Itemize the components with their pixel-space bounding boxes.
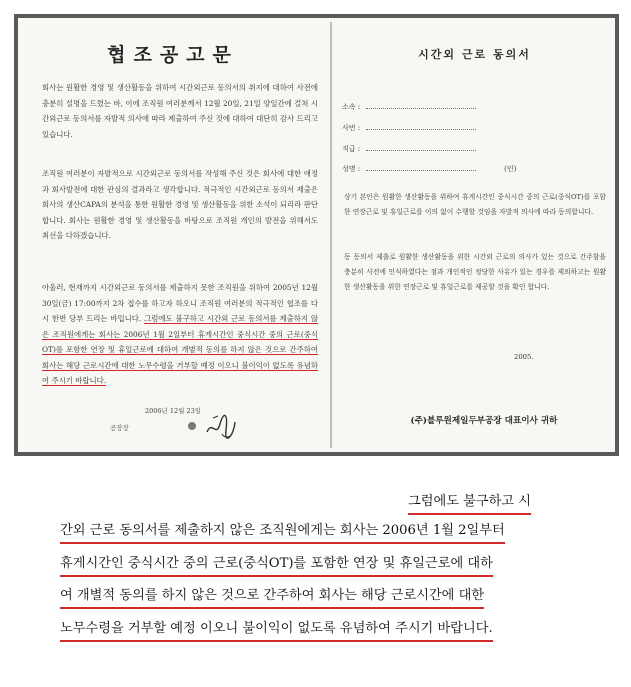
seal-dot-icon (188, 422, 196, 430)
page-divider (330, 22, 332, 448)
consent-title: 시간외 근로 동의서 (418, 48, 531, 61)
seal-mark: (인) (504, 165, 517, 173)
notice-page (18, 18, 328, 452)
field-name (342, 164, 516, 174)
zoom-line-3: 휴게시간인 중식시간 중의 근로(중식OT)를 포함한 연장 및 휴일근로에 대하 (60, 552, 493, 577)
notice-paragraph-3b-underlined: 그럼에도 불구하고 시간외 근로 동의서를 제출하지 않은 조직원에게는 회사는 2006년 1월 2일부터 휴게시간인 중식시간 중의 근로(중식OT)를 포함한 연장 및 휴일근로에 대하여 개별적 동의를 하지 않은 것으로 간주하여 회사는 해당 근로시간에 대한 노무수령을 거부할 예정 이오니 불이익이 없도록 유념하여 주시기 바랍니다. (42, 314, 318, 385)
field-label: 성명 : (342, 165, 361, 173)
consent-date: 2005. (514, 353, 534, 361)
consent-paragraph-1: 상기 본인은 원활한 생산활동을 위하여 휴게시간인 중식시간 중의 근로(중식OT)를 포함한 연장근로 및 휴일근로를 이의 없이 수행할 것임을 자발적 의사에 따라 동의합니다. (344, 193, 606, 216)
field-line (366, 170, 476, 171)
field-label: 직급 : (342, 145, 361, 153)
consent-paragraph-2: 동 동의서 제출로 원활한 생산활동을 위한 시간외 근로의 의사가 있는 것으로 간주함을 충분히 사전에 인식하였다는 점과 개인적인 정당한 사유가 있는 경우를 제외하고는 원활한 생산활동을 위한 연장근로 및 휴일근로를 제공할 것을 확인 합니다. (344, 253, 606, 291)
notice-paragraph-3a: 아울러, 현재까지 시간외근로 동의서를 제출하지 못한 조직원을 위하여 2005년 12월 30일(금) 17:00까지 2차 접수를 하고자 하오니 조직원 여러분의 적극적인 협조를 다시 한번 당부 드리는 바입니다. (42, 283, 318, 323)
notice-title: 협조공고문 (107, 44, 239, 66)
field-line (366, 108, 476, 109)
notice-paragraph-2: 조직원 여러분이 자발적으로 시간외근로 동의서를 작성해 주신 것은 회사에 대한 애정과 회사발전에 대한 관심의 결과라고 생각합니다. 적극적인 시간외근로 동의서 제출은 회사의 생산CAPA의 분석을 통한 원활한 경영 및 생산활동을 위한 소석이 되리라 판단합니다. 회사는 원활한 경영 및 생산활동을 바탕으로 조직원 개인의 발전을 위해서도 최선을 다하겠습니다. (42, 169, 318, 240)
notice-date: 2006년 12월 23일 (144, 407, 202, 415)
scanned-document (14, 14, 619, 456)
zoom-line-1: 그럼에도 불구하고 시 (408, 490, 531, 515)
signature-icon (204, 410, 238, 440)
zoom-line-5: 노무수령을 거부할 예정 이오니 불이익이 없도록 유념하여 주시기 바랍니다. (60, 617, 493, 642)
field-employee-id (342, 123, 476, 133)
consent-addressee: (주)블루원제일두부공장 대표이사 귀하 (410, 416, 558, 426)
field-rank (342, 144, 476, 154)
field-line (366, 129, 476, 130)
notice-paragraph-1: 회사는 원활한 경영 및 생산활동을 위하여 시간외근로 동의서의 취지에 대하여 사전에 충분히 설명을 드렸는 바, 이에 조직원 여러분께서 12월 20일, 21일 양일간에 걸쳐 시간외근로 동의서를 자발적 의사에 따라 제출하여 주신 것에 대하여 대단히 감사 드리고 있습니다. (42, 83, 318, 139)
scan-paper (18, 18, 615, 452)
zoom-line-4: 여 개별적 동의를 하지 않은 것으로 간주하여 회사는 해당 근로시간에 대한 (60, 584, 484, 609)
notice-paragraph-3 (42, 280, 318, 389)
field-label: 사번 : (342, 124, 361, 132)
notice-signer: 공장장 (110, 424, 129, 432)
zoomed-excerpt (0, 490, 631, 687)
consent-page (334, 18, 615, 452)
field-label: 소속 : (342, 103, 361, 111)
field-line (366, 150, 476, 151)
field-department (342, 102, 476, 112)
zoom-line-2: 간외 근로 동의서를 제출하지 않은 조직원에게는 회사는 2006년 1월 2일부터 (60, 519, 505, 544)
